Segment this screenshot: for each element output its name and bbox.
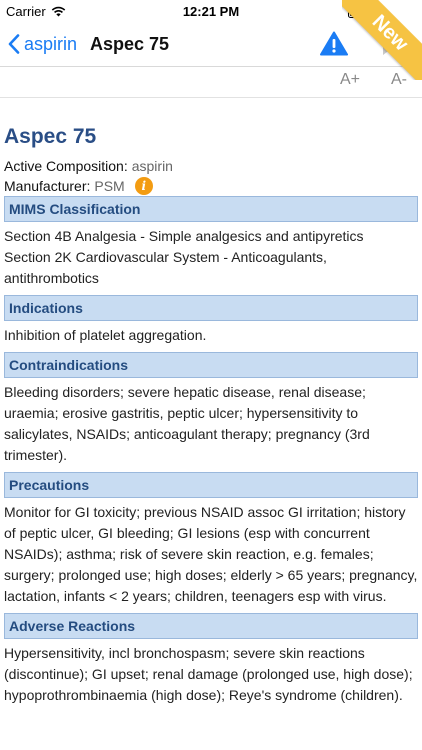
alert-button[interactable]	[320, 31, 348, 61]
manufacturer-label: Manufacturer:	[4, 178, 91, 194]
adverse-reactions-text: Hypersensitivity, incl bronchospasm; severe skin reactions (discontinue); GI upset; renal damage (prolonged use, high dose); hypoprothrombinaemia (high dose); Reye's syndrome (children).	[4, 645, 413, 703]
nav-bar	[0, 22, 422, 67]
font-decrease-button[interactable]: A-	[391, 71, 407, 88]
section-header-mims-classification: MIMS Classification	[4, 196, 418, 222]
bookmark-icon	[382, 43, 400, 60]
contraindications-text: Bleeding disorders; severe hepatic disease, renal disease; uraemia; erosive gastritis, peptic ulcer; hypersensitivity to salicylates, NSAIDs; anticoagulant therapy; pregnancy (3rd trimester).	[4, 384, 370, 463]
mims-line: Section 2K Cardiovascular System - Anticoagulants, antithrombotics	[4, 249, 327, 286]
section-header-precautions: Precautions	[4, 472, 418, 498]
section-body-indications	[4, 325, 418, 346]
manufacturer	[4, 176, 422, 196]
section-header-indications: Indications	[4, 295, 418, 321]
font-increase-button[interactable]: A+	[340, 71, 361, 88]
chevron-left-icon	[8, 34, 20, 54]
section-body-adverse-reactions	[4, 643, 418, 706]
info-icon[interactable]: i	[135, 177, 153, 195]
status-bar	[0, 0, 422, 22]
mims-line: Section 4B Analgesia - Simple analgesics and antipyretics	[4, 228, 364, 244]
composition-label: Active Composition:	[4, 158, 128, 174]
new-ribbon-label: New	[342, 0, 422, 80]
indications-text: Inhibition of platelet aggregation.	[4, 327, 207, 343]
monograph-content	[0, 98, 422, 712]
back-button[interactable]	[8, 22, 77, 66]
bookmark-button[interactable]	[382, 34, 400, 61]
warning-icon	[320, 43, 348, 60]
composition-value: aspirin	[131, 158, 173, 174]
section-body-contraindications	[4, 382, 418, 466]
manufacturer-value: PSM	[94, 178, 125, 194]
section-body-mims-classification	[4, 226, 418, 289]
carrier-label: Carrier	[6, 4, 46, 19]
battery-icon	[348, 6, 374, 18]
section-body-precautions	[4, 502, 418, 607]
drug-title: Aspec 75	[4, 125, 97, 148]
section-header-contraindications: Contraindications	[4, 352, 418, 378]
font-size-toolbar	[0, 67, 422, 98]
clock: 12:21 PM	[182, 4, 240, 19]
section-header-adverse-reactions: Adverse Reactions	[4, 613, 418, 639]
page-title: Aspec 75	[90, 34, 170, 54]
back-label: aspirin	[24, 33, 78, 54]
precautions-text: Monitor for GI toxicity; previous NSAID assoc GI irritation; history of peptic ulcer, GI bleeding; GI lesions (esp with concurrent NSAIDs); asthma; risk of severe skin reaction, e.g. females; surgery; prolonged use; high doses; elderly > 65 years; pregnancy, lactation, infants < 2 years; children, teenagers esp with virus.	[4, 504, 418, 604]
active-composition	[4, 156, 422, 176]
